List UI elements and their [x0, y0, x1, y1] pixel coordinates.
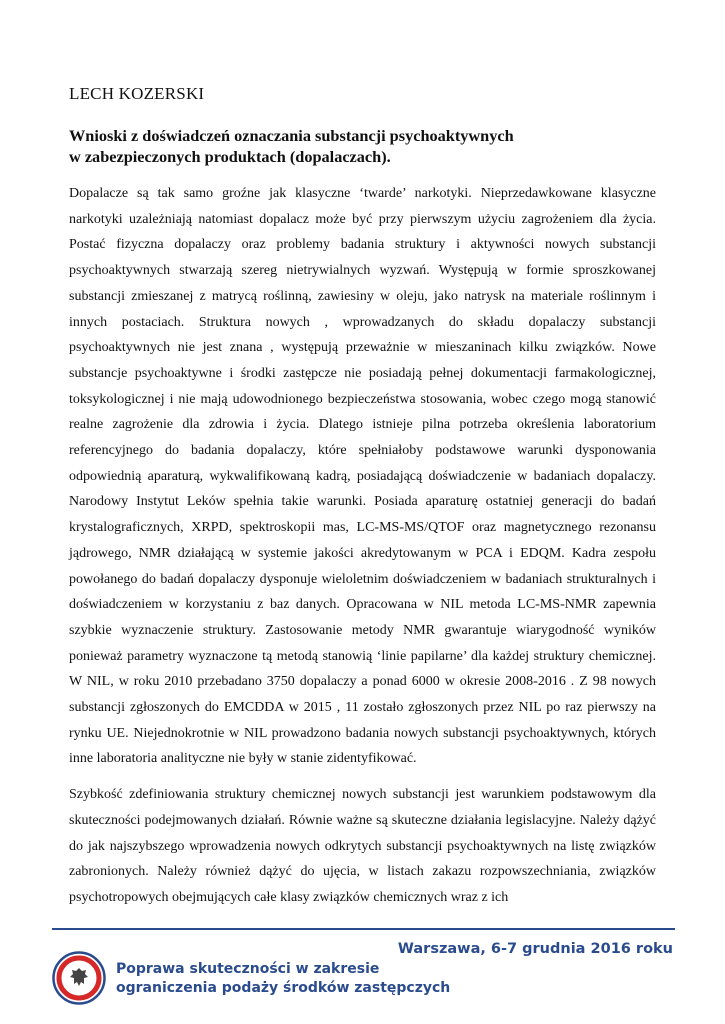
footer-location-date: Warszawa, 6-7 grudnia 2016 roku: [397, 941, 673, 957]
footer-divider: [52, 928, 675, 930]
title-line: Wnioski z doświadczeń oznaczania substancji psychoaktywnych: [69, 126, 514, 145]
project-title-line: Poprawa skuteczności w zakresie: [116, 961, 380, 977]
author-name: LECH KOZERSKI: [69, 84, 205, 103]
body-paragraph: Dopalacze są tak samo groźne jak klasyczne ‘twarde’ narkotyki. Nieprzedawkowane klasyczne narkotyki uzależniają natomiast dopalacz może być przy pierwszym użyciu zagrożeniem dla życia. Postać fizyczna dopalaczy oraz problemy badania struktury i aktywności nowych substancji psychoaktywnych stwarzają szereg nietrywialnych wyzwań. Występują w formie sproszkowanej substancji zmieszanej z matrycą roślinną, zawiesiny w oleju, jako natrysk na materiale roślinnym i innych postaciach. Struktura nowych , wprowadzanych do składu dopalaczy substancji psychoaktywnych nie jest znana , występują przeważnie w mieszaninach kilku związków. Nowe substancje psychoaktywne i środki zastępcze nie posiadają pełnej dokumentacji farmakologicznej, toksykologicznej i nie mają udowodnionego bezpieczeństwa stosowania, wobec czego mogą stanowić realne zagrożenie dla zdrowia i życia. Dlatego istnieje pilna potrzeba określenia laboratorium referencyjnego do badania dopalaczy, które spełniałoby podstawowe warunki dysponowania odpowiednią aparaturą, wykwalifikowaną kadrą, posiadającą doświadczenie w badaniach dopalaczy. Narodowy Instytut Leków spełnia takie warunki. Posiada aparaturę ostatniej generacji do badań krystalograficznych, XRPD, spektroskopii mas, LC-MS-MS/QTOF oraz magnetycznego rezonansu jądrowego, NMR działającą w systemie jakości akredytowanym w PCA i EDQM. Kadra zespołu powołanego do badań dopalaczy dysponuje wieloletnim doświadczeniem w badaniach strukturalnych i doświadczeniem w korzystaniu z baz danych. Opracowana w NIL metoda LC-MS-NMR zapewnia szybkie wyznaczenie struktury. Zastosowanie metody NMR gwarantuje wiarygodność wyników ponieważ parametry wyznaczone tą metodą stanowią ‘linie papilarne’ dla każdej struktury chemicznej. W NIL, w roku 2010 przebadano 3750 dopalaczy a ponad 6000 w okresie 2008-2016 . Z 98 nowych substancji zgłoszonych do EMCDDA w 2015 , 11 zostało zgłoszonych przez NIL po raz pierwszy na rynku UE. Niejednokrotnie w NIL prowadzono badania nowych substancji psychoaktywnych, których inne laboratoria analityczne nie były w stanie zidentyfikować.: [69, 186, 656, 767]
project-title-line: ograniczenia podaży środków zastępczych: [116, 980, 451, 996]
document-body: [69, 84, 656, 921]
footer-project-title: [116, 960, 450, 998]
sanitary-inspection-emblem-icon: [52, 951, 106, 1005]
document-title: [69, 125, 656, 167]
title-line: w zabezpieczonych produktach (dopalaczach).: [69, 147, 391, 166]
body-paragraph: Szybkość zdefiniowania struktury chemicznej nowych substancji jest warunkiem podstawowym dla skuteczności podejmowanych działań. Równie ważne są skuteczne działania legislacyjne. Należy dążyć do jak najszybszego wprowadzenia nowych odkrytych substancji psychoaktywnych na listę związków zabronionych. Należy również dążyć do ujęcia, w listach zakazu rozpowszechniania, związków psychotropowych obejmujących całe klasy związków chemicznych wraz z ich: [69, 787, 656, 905]
